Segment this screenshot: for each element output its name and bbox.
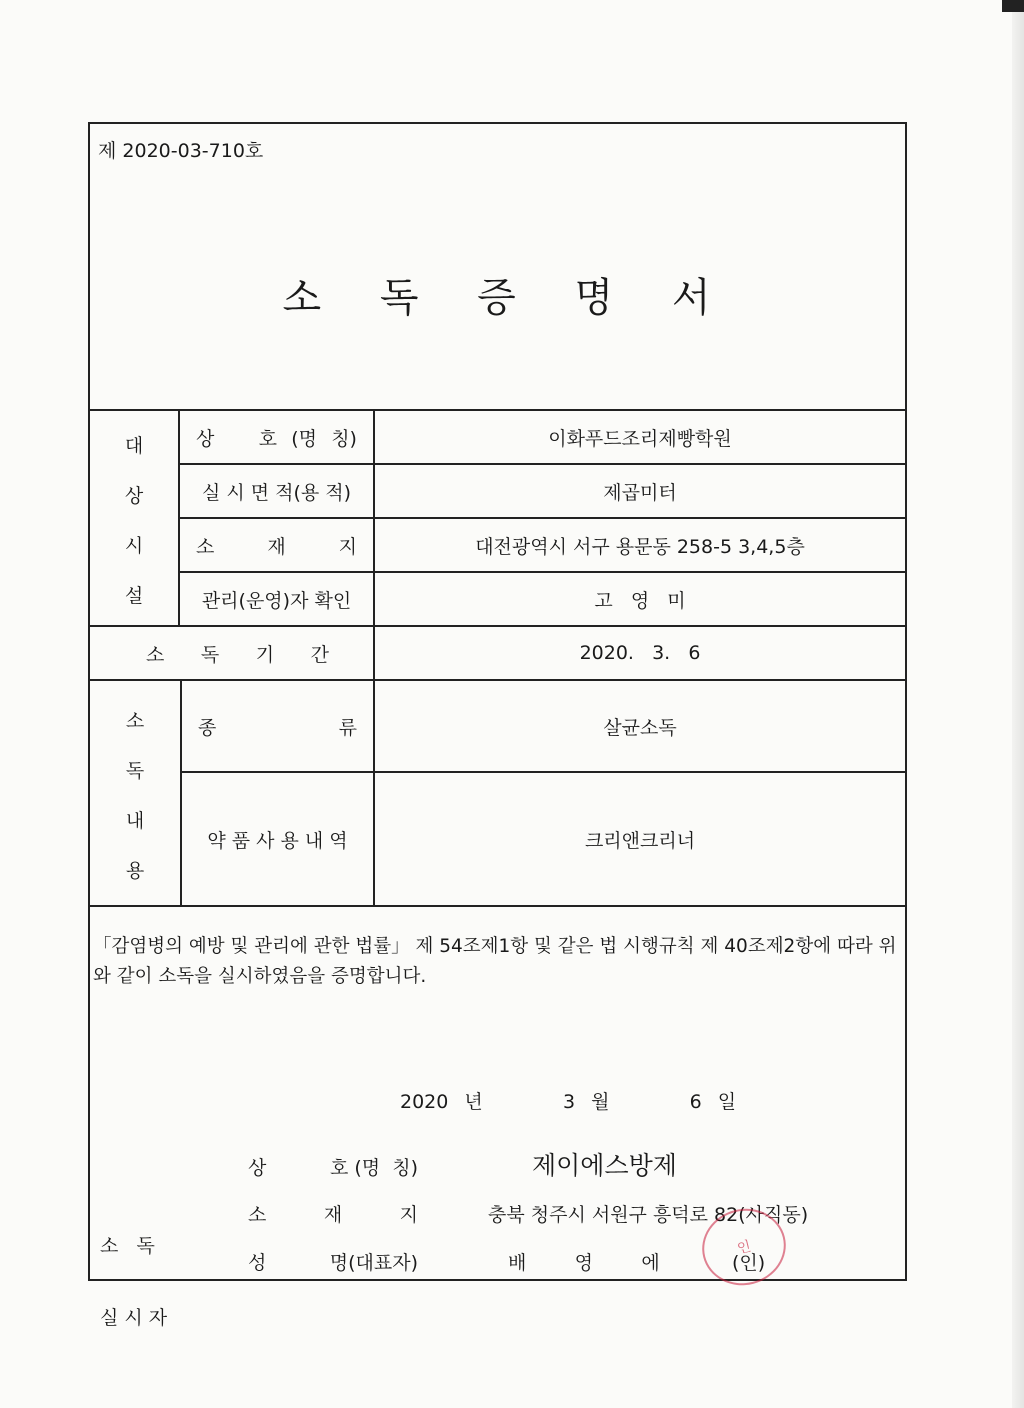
scan-edge-shadow: [1012, 0, 1024, 1408]
chemical-value: 크리앤크리너: [584, 829, 696, 852]
type-value: 살균소독: [603, 716, 677, 739]
representative-label: [248, 1248, 418, 1275]
title-char: 명: [574, 275, 616, 321]
period-label: [130, 627, 345, 679]
content-group-label: [90, 694, 180, 894]
group-label-char: 소: [125, 709, 145, 732]
label-part: 호: [258, 427, 277, 450]
title-char: 독: [379, 275, 421, 321]
label-part: 독: [200, 643, 220, 666]
location-label: [180, 519, 373, 571]
certificate-document: [88, 122, 907, 1329]
label-part: 성: [248, 1252, 267, 1274]
label-part: 류: [338, 716, 357, 739]
label-part: 호 (명 칭): [329, 1157, 418, 1179]
label-part: 지: [399, 1204, 418, 1226]
certification-text: 「감염병의 예방 및 관리에 관한 법률」 제 54조제1항 및 같은 법 시행규칙 제 40조제2항에 따라 위와 같이 소독을 실시하였음을 증명합니다.: [93, 936, 897, 987]
label-part: 종: [198, 716, 217, 739]
area-value: 제곱미터: [603, 481, 677, 504]
executor-name-value: 제이에스방제: [532, 1151, 677, 1180]
executor-location-value: 충북 청주시 서원구 흥덕로 82(사직동): [488, 1204, 809, 1226]
area-label: 실 시 면 적(용 적): [201, 481, 352, 504]
group-label-char: 시: [124, 534, 144, 557]
executor-label-line: 실 시 자: [100, 1307, 168, 1329]
table-line: [90, 905, 905, 907]
group-label-char: 독: [125, 759, 145, 782]
location-value: 대전광역시 서구 용문동 258-5 3,4,5층: [475, 535, 805, 558]
title-char: 소: [282, 275, 324, 321]
label-part: 소: [196, 535, 215, 558]
label-part: 칭): [331, 427, 357, 450]
label-part: 지: [338, 535, 357, 558]
title-char: 서: [671, 275, 713, 321]
executor-label-line: 소 독: [100, 1235, 155, 1257]
label-part: 재: [323, 1204, 343, 1226]
group-label-char: 내: [125, 809, 145, 832]
group-label-char: 설: [124, 584, 144, 607]
manager-label: 관리(운영)자 확인: [201, 589, 352, 612]
label-part: 간: [310, 643, 329, 666]
type-label: [182, 681, 373, 771]
group-label-char: 상: [124, 484, 144, 507]
label-part: 상: [248, 1157, 267, 1179]
label-part: 상: [196, 427, 215, 450]
facility-group-label: [90, 419, 178, 619]
executor-group-label: [100, 1186, 167, 1378]
label-part: 소: [248, 1204, 267, 1226]
group-label-char: 대: [124, 434, 144, 457]
issue-date: 2020 년 3 월 6 일: [400, 1091, 737, 1113]
label-part: 소: [146, 643, 165, 666]
seal-mark: (인): [732, 1252, 766, 1274]
executor-location-label: [248, 1200, 418, 1227]
group-label-char: 용: [125, 859, 145, 882]
scan-edge-mark: [1002, 0, 1024, 12]
document-title: [90, 266, 905, 323]
stamp-text: 인: [735, 1238, 753, 1258]
period-value: 2020. 3. 6: [579, 642, 701, 664]
representative-value: 배 영 에: [508, 1252, 660, 1274]
document-number: 제 2020-03-710호: [98, 140, 264, 162]
chemical-label: 약 품 사 용 내 역: [207, 829, 348, 852]
label-part: 명(대표자): [329, 1252, 418, 1274]
business-name-label: [180, 411, 373, 463]
label-part: 재: [267, 535, 286, 558]
title-char: 증: [477, 275, 518, 321]
executor-name-label: [248, 1153, 418, 1180]
label-part: (명: [291, 427, 317, 450]
manager-value: 고 영 미: [594, 589, 686, 612]
label-part: 기: [255, 643, 275, 666]
business-name-value: 이화푸드조리제빵학원: [548, 427, 732, 450]
